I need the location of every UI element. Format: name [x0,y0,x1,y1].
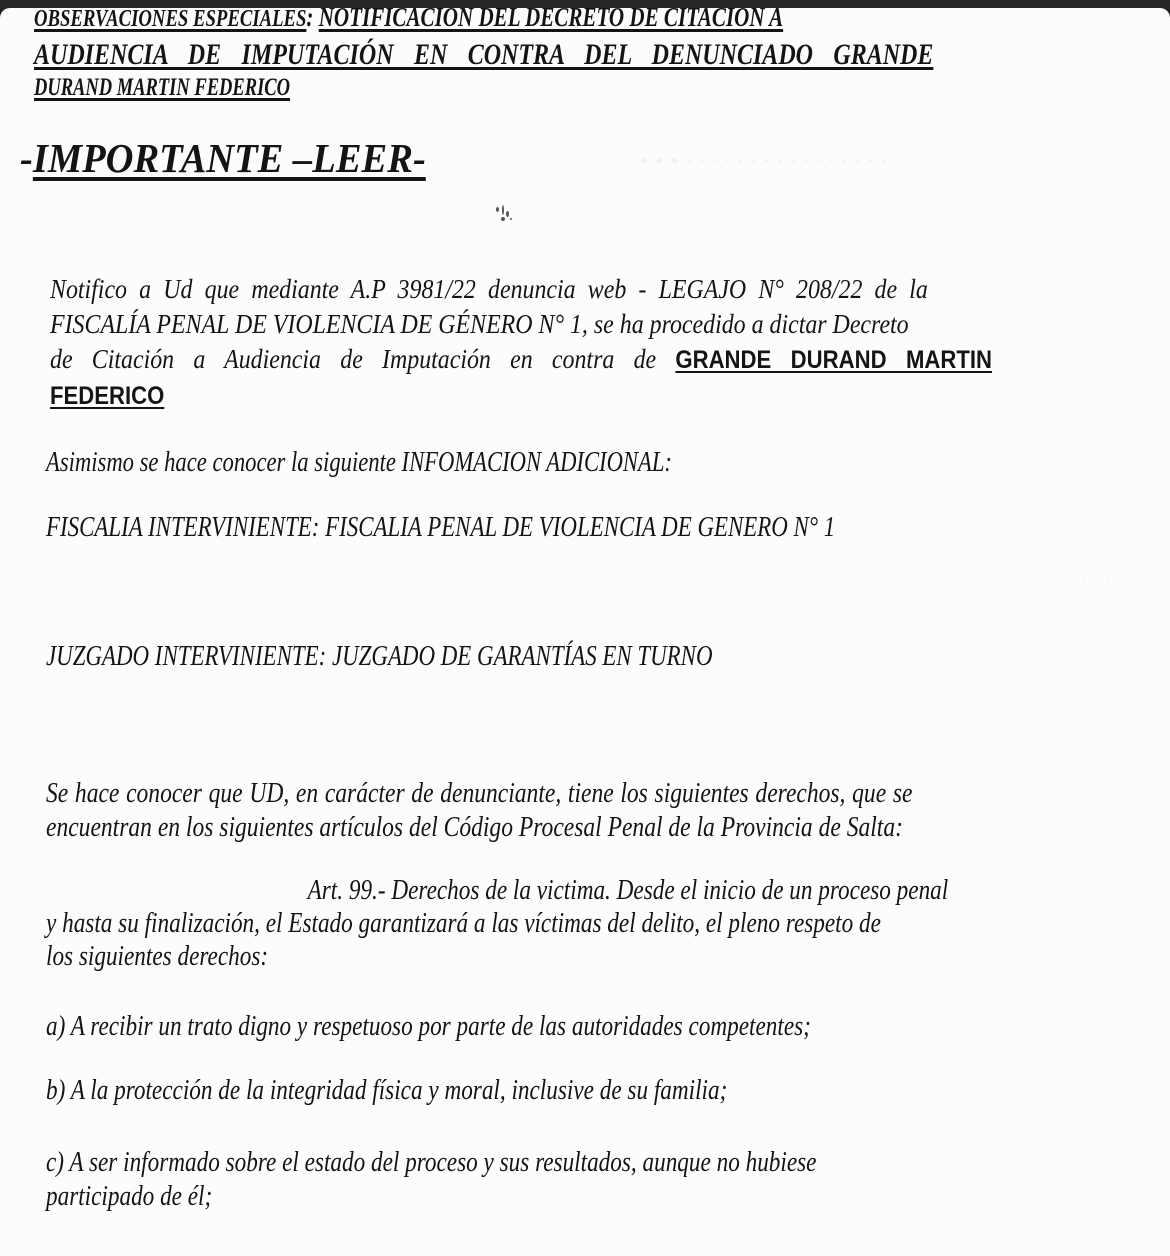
rights-intro-line: Se hace conocer que UD, en carácter de denunciante, tiene los siguientes derechos, que se [46,777,913,809]
accused-name: GRANDE DURAND MARTIN [675,346,992,374]
additional-info-intro: Asimismo se hace conocer la siguiente INFOMACION ADICIONAL: [46,446,672,478]
right-item-a [46,1010,811,1043]
right-letter: b) [46,1074,66,1106]
paragraph-line-text: de Citación a Audiencia de Imputación en contra de [50,344,676,374]
right-text: A recibir un trato digno y respetuoso por parte de las autoridades competentes; [70,1010,811,1042]
observaciones-text: AUDIENCIA DE IMPUTACIÓN EN CONTRA DEL DENUNCIADO GRANDE [34,38,934,71]
observaciones-line-1 [34,8,783,33]
article-line: Art. 99.- Derechos de la victima. Desde el inicio de un proceso penal [307,874,949,906]
heading-text: IMPORTANTE –LEER- [32,135,426,181]
right-item-b [46,1074,727,1107]
paragraph-line: Notifico a Ud que mediante A.P 3981/22 denuncia web - LEGAJO N° 208/22 de la [50,274,928,304]
rights-intro-line: encuentran en los siguientes artículos del Código Procesal Penal de la Provincia de Salta: [46,811,903,843]
heading-prefix: - [20,135,33,181]
article-line: los siguientes derechos: [46,940,269,972]
article-line: y hasta su finalización, el Estado garantizará a las víctimas del delito, el pleno respeto de [46,907,881,939]
paragraph-line [50,342,1156,378]
right-letter: a) [46,1010,66,1042]
juzgado-label: JUZGADO INTERVINIENTE: [46,640,327,672]
observaciones-text: DURAND MARTIN FEDERICO [34,74,290,101]
right-item-c [46,1145,816,1213]
accused-name-continued: FEDERICO [50,382,165,410]
paragraph-line: FISCALÍA PENAL DE VIOLENCIA DE GÉNERO N° 1, se ha procedido a dictar Decreto [50,309,909,339]
juzgado-value: JUZGADO DE GARANTÍAS EN TURNO [331,640,713,672]
observaciones-separator: : [306,8,314,32]
scan-speck-mark [490,203,520,229]
paragraph-line [50,378,1156,414]
fiscalia-value: FISCALIA PENAL DE VIOLENCIA DE GENERO N° 1 [325,511,836,543]
observaciones-text: NOTIFICACION DEL DECRETO DE CITACION A [318,8,784,32]
bleed-through-text: • • • · · · · · · · · · · · · · · · · [640,148,888,173]
notification-paragraph [50,272,1156,414]
observaciones-label: OBSERVACIONES ESPECIALES [34,8,307,32]
article-99 [46,874,948,973]
important-heading [20,134,426,182]
observaciones-line-2 [34,38,933,72]
right-text: A ser informado sobre el estado del proceso y sus resultados, aunque no hubiese [69,1146,817,1178]
juzgado-interviniente [46,640,712,673]
right-text-continuation: participado de él; [46,1180,213,1212]
right-letter: c) [46,1146,65,1178]
fiscalia-label: FISCALIA INTERVINIENTE: [46,511,320,543]
rights-intro [46,776,912,844]
right-text: A la protección de la integridad física y moral, inclusive de su familia; [70,1074,728,1106]
fiscalia-interviniente [46,511,835,544]
observaciones-line-3 [34,74,290,102]
scanned-document-page [0,8,1170,1256]
bleed-through-text: · · · [1080,568,1113,593]
